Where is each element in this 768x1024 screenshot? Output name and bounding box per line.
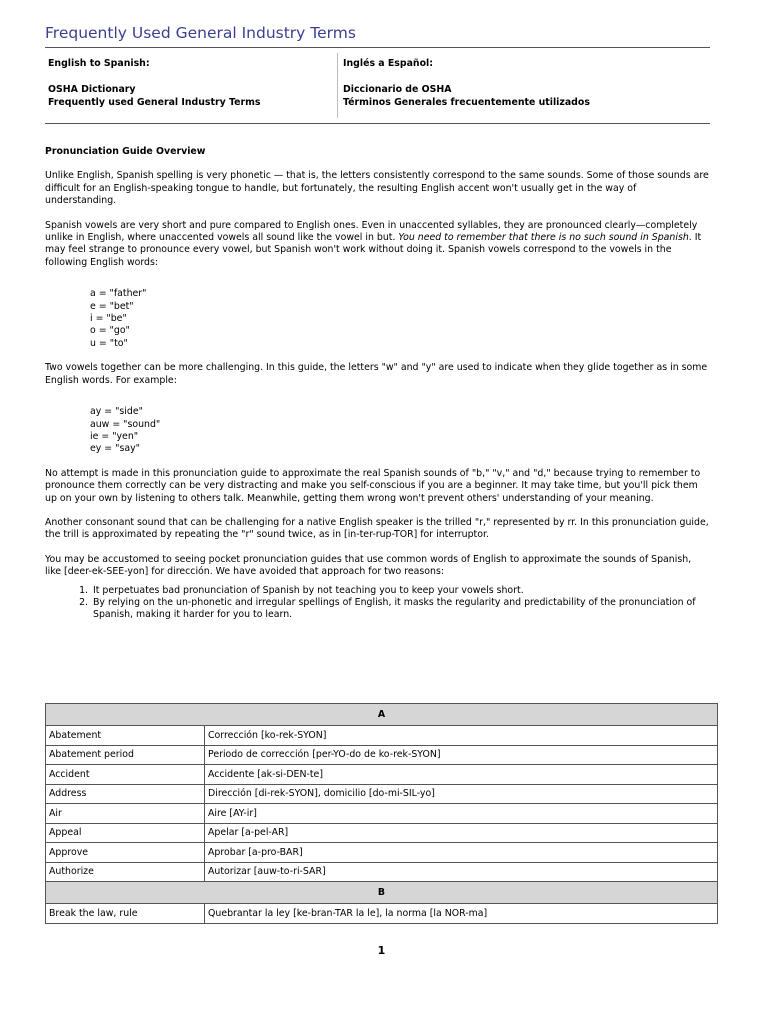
paragraph-trilled-r: Another consonant sound that can be challenging for a native English speaker is the trilled "r," represented by rr. In this pronunciation guide, the trill is approximated by repeating the "r" sound twice, as in [in-ter-rup-TOR] for interruptor. (45, 516, 709, 541)
spanish-subtitle: Términos Generales frecuentemente utilizados (343, 97, 590, 108)
paragraph-phonetic: Unlike English, Spanish spelling is very phonetic — that is, the letters consistently correspond to the same sounds. Some of those sounds are difficult for an English-speaking tongue to handle, but fortunately, the resulting English accent won't usually get in the way of understanding. (45, 170, 709, 207)
list-item: auw = "sound" (90, 418, 161, 430)
section-heading: Pronunciation Guide Overview (45, 146, 206, 157)
table-row (46, 784, 718, 804)
paragraph-diphthongs: Two vowels together can be more challenging. In this guide, the letters "w" and "y" are used to indicate when they glide together as in some English words. For example: (45, 362, 708, 386)
list-item: e = "bet" (90, 300, 134, 312)
translation-cell: Periodo de corrección [per-YO-do de ko-rek-SYON] (205, 745, 718, 765)
translation-cell: Apelar [a-pel-AR] (205, 823, 718, 843)
table-row (46, 745, 718, 765)
pronunciation-guide (45, 146, 710, 622)
term-cell: Air (46, 804, 205, 824)
table-row (46, 804, 718, 824)
spanish-heading: Inglés a Español: (343, 58, 433, 69)
table-row (46, 823, 718, 843)
list-item: ie = "yen" (90, 430, 139, 442)
term-cell: Accident (46, 765, 205, 785)
vowel-list (90, 281, 710, 350)
list-item: ay = "side" (90, 406, 143, 418)
term-cell: Abatement (46, 726, 205, 746)
english-heading: English to Spanish: (48, 58, 150, 69)
translation-cell: Autorizar [auw-to-ri-SAR] (205, 862, 718, 882)
header-bottom-rule (45, 123, 710, 124)
term-cell: Break the law, rule (46, 904, 205, 924)
paragraph-pocket-guides: You may be accustomed to seeing pocket pronunciation guides that use common words of English to approximate the sounds of Spanish, like [deer-ek-SEE-yon] for dirección. We have avoided that approach for two reasons: (45, 553, 692, 578)
english-dictionary-name: OSHA Dictionary (48, 84, 136, 95)
letter-header: A (46, 704, 718, 726)
term-cell: Approve (46, 843, 205, 863)
table-row (46, 862, 718, 882)
table-letter-row (46, 882, 718, 904)
reasons-list (45, 585, 710, 622)
list-item: ey = "say" (90, 443, 140, 455)
spanish-column (343, 57, 590, 109)
translation-cell: Accidente [ak-si-DEN-te] (205, 765, 718, 785)
table-row (46, 726, 718, 746)
list-item: i = "be" (90, 313, 127, 325)
term-cell: Address (46, 784, 205, 804)
paragraph-vowels-end: . It may feel strange to pronounce every vowel, but Spanish won't work without doing it. Spanish vowels correspond to the vowels in the following English words: (45, 232, 702, 268)
diphthong-list (90, 399, 710, 456)
english-column (48, 57, 260, 109)
list-item: u = "to" (90, 337, 128, 349)
translation-cell: Aprobar [a-pro-BAR] (205, 843, 718, 863)
list-item: a = "father" (90, 288, 147, 300)
glossary-table (45, 703, 718, 924)
table-row (46, 904, 718, 924)
list-item: 1. It perpetuates bad pronunciation of Spanish by not teaching you to keep your vowels short. (91, 585, 710, 597)
table-letter-row (46, 704, 718, 726)
title-underline (45, 47, 710, 48)
table-row (46, 843, 718, 863)
column-divider (337, 53, 338, 118)
list-item: 2. By relying on the un-phonetic and irregular spellings of English, it masks the regularity and predictability of the pronunciation of Spanish, making it harder for you to learn. (91, 597, 710, 622)
english-subtitle: Frequently used General Industry Terms (48, 97, 261, 108)
page-title: Frequently Used General Industry Terms (45, 24, 356, 42)
letter-header: B (46, 882, 718, 904)
table-row (46, 765, 718, 785)
term-cell: Appeal (46, 823, 205, 843)
translation-cell: Quebrantar la ley [ke-bran-TAR la le], la norma [la NOR-ma] (205, 904, 718, 924)
translation-cell: Aire [AY-ir] (205, 804, 718, 824)
list-item: o = "go" (90, 325, 130, 337)
translation-cell: Corrección [ko-rek-SYON] (205, 726, 718, 746)
page-number: 1 (377, 944, 386, 957)
translation-cell: Dirección [di-rek-SYON], domicilio [do-mi-SIL-yo] (205, 784, 718, 804)
term-cell: Abatement period (46, 745, 205, 765)
paragraph-vowels-start: Spanish vowels are very short and pure compared to English ones. Even in unaccented syllables, they are pronounced clearly—completely unlike in English, where unaccented vowels all sound like the vowel in but. (45, 219, 698, 244)
term-cell: Authorize (46, 862, 205, 882)
paragraph-consonants: No attempt is made in this pronunciation guide to approximate the real Spanish sounds of "b," "v," and "d," because trying to remember to pronounce them correctly can be very distracting and make you self-conscious if you are a beginner. It may take time, but you'll pick them up on your own by listening to others talk. Meanwhile, getting them wrong won't prevent others' understanding of your meaning. (45, 467, 701, 504)
paragraph-vowels (45, 220, 710, 270)
paragraph-vowels-emphasis: You need to remember that there is no such sound in Spanish (398, 232, 689, 244)
spanish-dictionary-name: Diccionario de OSHA (343, 84, 452, 95)
